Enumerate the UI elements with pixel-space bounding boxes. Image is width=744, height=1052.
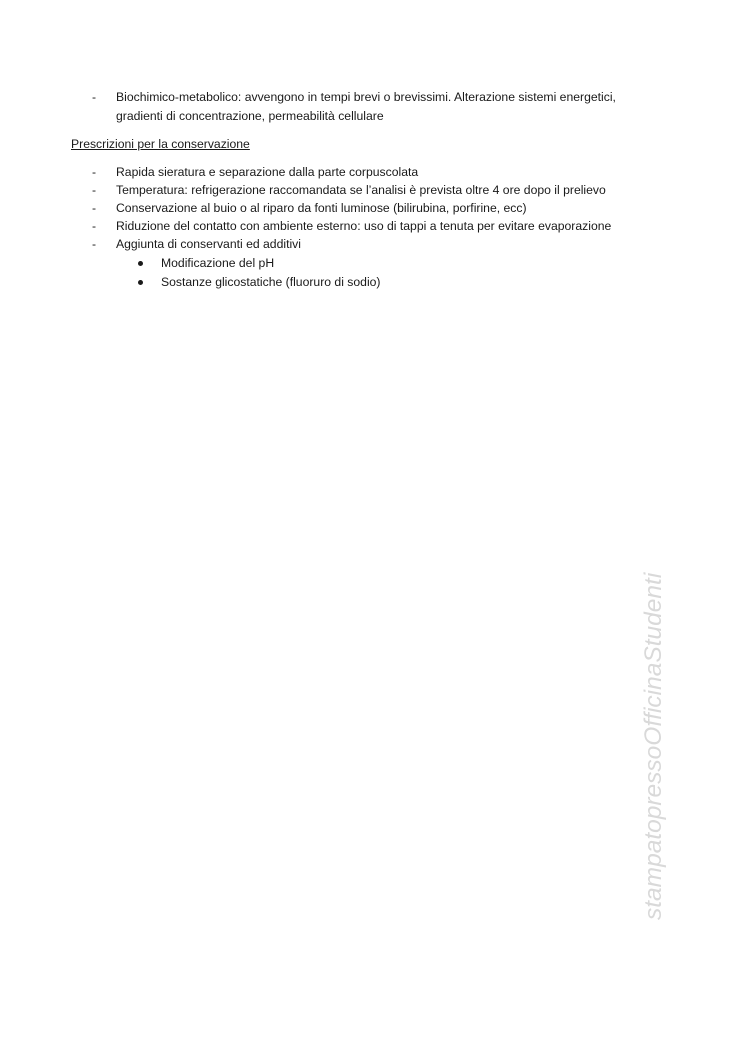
list-item-text: Aggiunta di conservanti ed additivi	[116, 237, 301, 251]
watermark-text: stampatopressoOfficinaStudenti	[640, 572, 667, 920]
dash-marker: -	[92, 219, 97, 233]
list-item-text-line1: Biochimico-metabolico: avvengono in tempi brevi o brevissimi. Alterazione sistemi energetici,	[116, 90, 616, 104]
list-item-text: Temperatura: refrigerazione raccomandata se l’analisi è prevista oltre 4 ore dopo il prelievo	[116, 183, 606, 197]
dash-marker: -	[92, 183, 97, 197]
bullet-dot-icon	[138, 261, 143, 266]
dash-marker: -	[92, 201, 97, 215]
dash-marker: -	[92, 90, 97, 104]
list-item-text: Riduzione del contatto con ambiente esterno: uso di tappi a tenuta per evitare evaporazione	[116, 219, 612, 233]
dash-marker: -	[92, 237, 97, 251]
bullet-dot-icon	[138, 280, 143, 285]
dash-marker: -	[92, 165, 97, 179]
section-heading: Prescrizioni per la conservazione	[71, 137, 250, 151]
list-item-text-line2: gradienti di concentrazione, permeabilità cellulare	[116, 109, 384, 123]
list-item-text: Conservazione al buio o al riparo da fonti luminose (bilirubina, porfirine, ecc)	[116, 201, 527, 215]
list-item-text: Rapida sieratura e separazione dalla parte corpuscolata	[116, 165, 419, 179]
sub-list-item-text: Modificazione del pH	[161, 256, 275, 270]
sub-list-item-text: Sostanze glicostatiche (fluoruro di sodio)	[161, 275, 381, 289]
